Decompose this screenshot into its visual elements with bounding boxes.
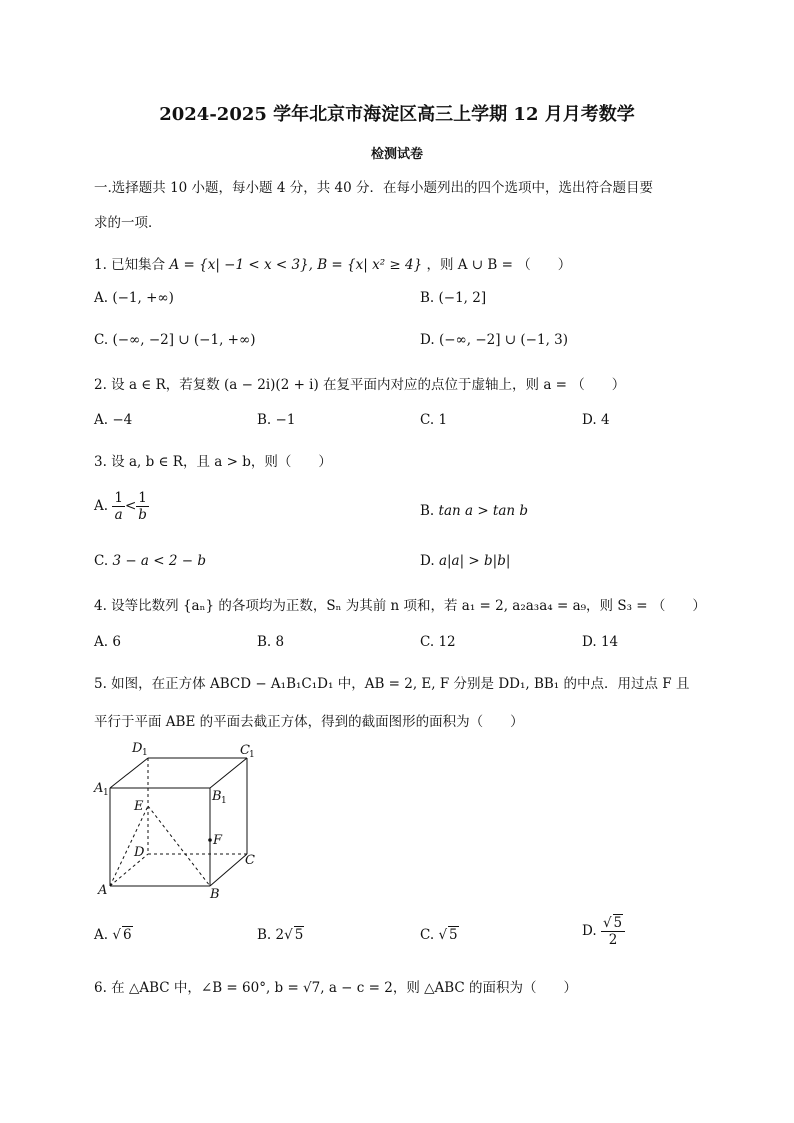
edge-bc [210,854,247,886]
section-intro-line1: 一.选择题共 10 小题，每小题 4 分，共 40 分．在每小题列出的四个选项中，选出符合题目要 [94,180,653,196]
option-label: B. [257,634,272,650]
label-c1: C [240,743,250,758]
q4-option-d [582,634,618,650]
q2-option-a [94,412,132,428]
label-f: F [213,833,223,848]
q1-stem-prefix: 1. 已知集合 [94,257,166,273]
q3-stem: 3. 设 a, b ∈ R，且 a > b，则（ ） [94,454,332,470]
q4-stem: 4. 设等比数列 {aₙ} 的各项均为正数，Sₙ 为其前 n 项和，若 a₁ = 2, a₂a₃a₄ = a₉，则 S₃ = （ ） [94,598,706,614]
radicand: 6 [122,927,132,943]
option-label: B. [420,290,435,306]
sqrt-sign: √ [438,927,448,943]
label-c: C [245,853,255,868]
cube-figure [92,736,272,904]
label-a: A [98,883,108,898]
label-sub1: 1 [142,748,148,758]
segment-eb [148,806,210,886]
q2-stem: 2. 设 a ∈ R，若复数 (a − 2i)(2 + i) 在复平面内对应的点位于虚轴上，则 a = （ ） [94,377,626,393]
q4-option-a [94,634,121,650]
q2-option-d [582,412,610,428]
q2-option-b [257,412,295,428]
fraction-numerator: 1 [138,490,147,506]
q5-option-a [94,926,133,943]
label-sub1: 1 [103,788,109,798]
option-label: B. [257,927,272,943]
radicand: 5 [613,915,623,931]
label-b1: B [212,789,222,804]
fraction-denominator: 2 [608,932,618,948]
option-text: (−∞, −2] ∪ (−1, +∞) [112,332,256,348]
q1-option-b [420,290,486,306]
option-text: 3 − a < 2 − b [112,553,206,569]
q1-option-d [420,332,568,348]
label-sub1: 1 [249,750,255,760]
radicand: 5 [294,927,304,943]
label-e: E [134,799,144,814]
sqrt-sign: √ [112,927,121,943]
option-label: C. [420,412,435,428]
option-label: D. [420,332,435,348]
option-text: −4 [112,412,133,428]
label-d1: D [132,741,143,756]
option-text: 4 [600,412,610,428]
option-text: 8 [275,634,285,650]
option-label: A. [94,412,109,428]
option-label: A. [94,634,109,650]
point-f [208,838,212,842]
label-d: D [134,845,145,860]
page-title: 2024-2025 学年北京市海淀区高三上学期 12 月月考数学 [159,104,635,125]
fraction-denominator: b [138,507,147,523]
label-b: B [210,887,220,902]
edge-a1d1 [110,758,148,788]
fraction-right [136,490,149,523]
section-intro-line2: 求的一项． [94,215,162,231]
label-sub1: 1 [221,796,227,806]
q4-option-b [257,634,284,650]
option-label: C. [94,332,109,348]
option-text: 12 [438,634,456,650]
q1-stem-math: A = {x| −1 < x < 3}, B = {x| x² ≥ 4} [169,257,423,273]
option-label: D. [582,923,597,939]
coefficient: 2 [275,927,285,943]
fraction-denominator: a [114,507,123,523]
option-label: A. [94,290,109,306]
option-label: A. [94,927,109,943]
label-a1: A [94,781,104,796]
q5-option-c [420,926,459,943]
sqrt-sign: √ [602,915,612,931]
option-label: A. [94,498,109,514]
page-subtitle: 检测试卷 [370,147,423,162]
q5-stem-line1: 5. 如图，在正方体 ABCD − A₁B₁C₁D₁ 中，AB = 2, E, F 分别是 DD₁, BB₁ 的中点．用过点 F 且 [94,676,690,692]
option-label: D. [582,634,597,650]
q6-stem: 6. 在 △ABC 中，∠B = 60°, b = √7, a − c = 2，则 △ABC 的面积为（ ） [94,980,578,996]
fraction-numerator [601,914,625,932]
fraction-numerator: 1 [114,490,123,506]
option-text: (−1, 2] [438,290,487,306]
fraction [601,914,625,948]
option-text: (−∞, −2] ∪ (−1, 3) [438,332,569,348]
option-label: C. [94,553,109,569]
sqrt-sign: √ [284,927,293,943]
option-label: B. [420,503,435,519]
edge-b1c1 [210,758,247,788]
option-label: C. [420,927,435,943]
q3-option-a [94,490,149,523]
option-text: −1 [275,412,296,428]
option-text: 1 [438,412,448,428]
q1-option-a [94,290,174,306]
option-text: 6 [112,634,121,650]
q1-option-c [94,332,255,348]
option-label: D. [420,553,435,569]
less-than-sign: < [124,498,137,514]
q3-option-c [94,553,206,569]
q3-option-b [420,503,528,519]
option-text: a|a| > b|b| [438,553,511,569]
q5-option-b [257,926,304,943]
option-text: tan a > tan b [438,503,529,519]
radicand: 5 [449,927,458,943]
q1-stem [94,253,571,273]
q5-option-d [582,914,625,948]
q3-option-d [420,553,510,569]
option-text: 14 [600,634,619,650]
option-label: C. [420,634,435,650]
option-label: D. [582,412,597,428]
q5-stem-line2: 平行于平面 ABE 的平面去截正方体，得到的截面图形的面积为（ ） [94,714,524,730]
option-label: B. [257,412,272,428]
q2-option-c [420,412,447,428]
option-text: (−1, +∞) [112,290,174,306]
q4-option-c [420,634,456,650]
q1-stem-suffix: ，则 A ∪ B = （ ） [426,257,572,273]
fraction-left [112,490,125,523]
